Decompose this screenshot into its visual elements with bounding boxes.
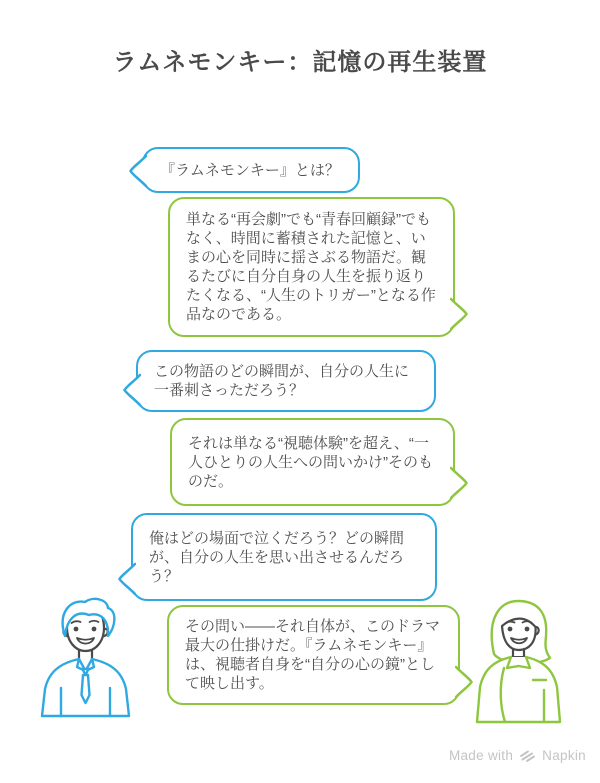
speech-bubble-4 xyxy=(170,418,455,506)
speech-bubble-5 xyxy=(131,513,437,601)
bubble-tail-right-icon xyxy=(450,466,468,500)
speech-bubble-6 xyxy=(167,605,460,705)
man-avatar xyxy=(33,596,138,741)
woman-avatar xyxy=(466,596,571,746)
napkin-logo-icon xyxy=(519,748,536,763)
speech-bubble-5-text: 俺はどの場面で泣くだろう？どの瞬間が、自分の人生を思い出させるんだろう？ xyxy=(149,529,405,585)
woman-avatar-icon xyxy=(466,596,571,741)
bubble-tail-left-icon xyxy=(129,154,147,188)
napkin-brand-label: Napkin xyxy=(542,748,586,763)
made-with-label: Made with xyxy=(448,748,514,763)
speech-bubble-3 xyxy=(136,350,436,412)
speech-bubble-6-text: その問い——それ自体が、このドラマ最大の仕掛けだ。『ラムネモンキー』は、視聴者自身を“自分の心の鏡”として映し出す。 xyxy=(185,618,441,692)
made-with-napkin-badge xyxy=(449,748,586,763)
bubble-tail-left-icon xyxy=(118,562,136,596)
bubble-tail-left-icon xyxy=(123,373,141,407)
man-avatar-icon xyxy=(33,596,138,736)
speech-bubble-3-text: この物語のどの瞬間が、自分の人生に一番刺さっただろう？ xyxy=(154,363,410,399)
speech-bubble-2-text: 単なる“再会劇”でも“青春回顧録”でもなく、時間に蓄積された記憶と、いまの心を同時に揺さぶる物語だ。観るたびに自分自身の人生を振り返りたくなる、“人生のトリガー”となる作品なのである。 xyxy=(186,211,436,323)
page-title: ラムネモンキー：記憶の再生装置 xyxy=(112,49,488,76)
speech-bubble-1 xyxy=(142,147,360,193)
speech-bubble-4-text: それは単なる“視聴体験”を超え、“一人ひとりの人生への問いかけ”そのものだ。 xyxy=(188,434,433,490)
speech-bubble-1-text: 『ラムネモンキー』とは？ xyxy=(160,161,340,179)
speech-bubble-2 xyxy=(168,197,455,337)
bubble-tail-right-icon xyxy=(450,297,468,331)
